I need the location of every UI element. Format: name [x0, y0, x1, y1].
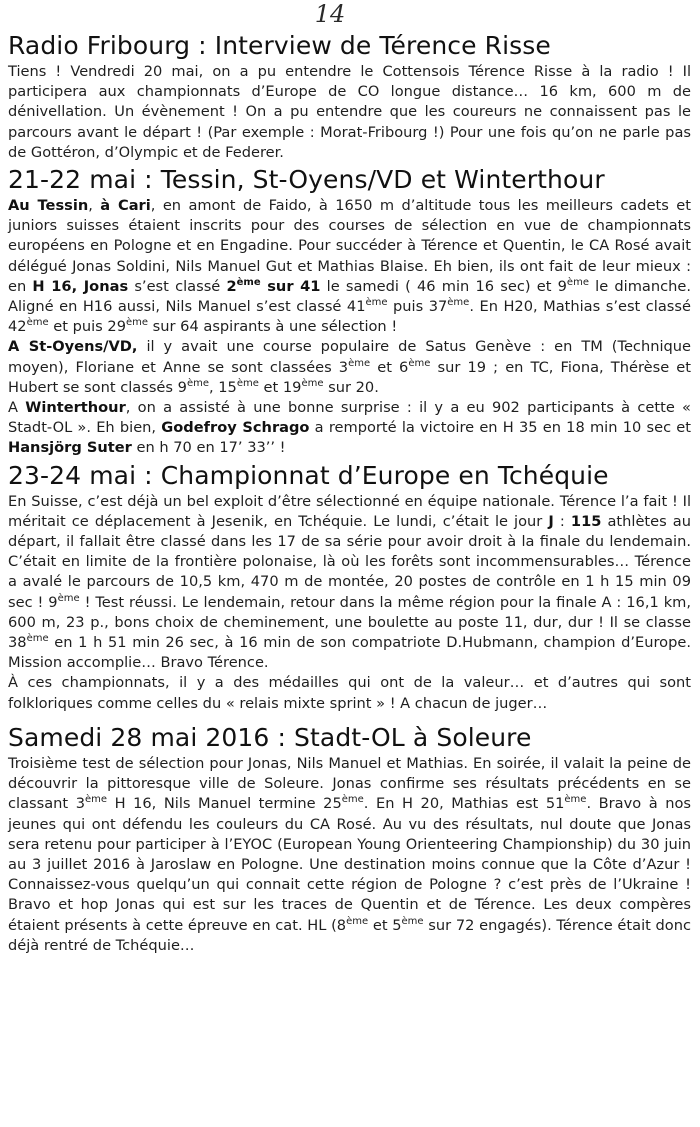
- paragraph-medailles: À ces championnats, il y a des médailles qui ont de la valeur… et d’autres qui sont folkloriques comme celles du « relais mixte sprint » ! A chacun de juger…: [8, 674, 691, 712]
- section-title-championnat-europe: 23-24 mai : Championnat d’Europe en Tchéquie: [8, 460, 609, 490]
- newsletter-page: [8, 30, 691, 956]
- section-gap: [8, 714, 691, 722]
- paragraph-winterthour: A Winterthour, on a assisté à une bonne surprise : il y a eu 902 participants à cette « Stadt-OL ». Eh bien, Godefroy Schrago a remporté la victoire en H 35 en 18 min 10 sec et Hansjörg Suter en h 70 en 17’ 33’’ !: [8, 399, 692, 457]
- paragraph-soleure: Troisième test de sélection pour Jonas, Nils Manuel et Mathias. En soirée, il valait la peine de découvrir la pittoresque ville de Soleure. Jonas confirme ses résultats précédents en se classant 3ème H 16, Nils Manuel termine 25ème. En H 20, Mathias est 51ème. Bravo à nos jeunes qui ont défendu les couleurs du CA Rosé. Au vu des résultats, nul doute que Jonas sera retenu pour participer à l’EYOC (European Young Orienteering Championship) du 30 juin au 3 juillet 2016 à Jaroslaw en Pologne. Une destination moins connue que la Côte d’Azur ! Connaissez-vous quelqu’un qui connait cette région de Pologne ? c’est près de l’Ukraine ! Bravo et hop Jonas qui est sur les traces de Quentin et de Térence. Les deux compères étaient présents à cette épreuve en cat. HL (8ème et 5ème sur 72 engagés). Térence était donc déjà rentré de Tchéquie…: [8, 754, 692, 954]
- paragraph-st-oyens: A St-Oyens/VD, il y avait une course populaire de Satus Genève : en TM (Technique moyen), Floriane et Anne se sont classées 3ème et 6ème sur 19 ; en TC, Fiona, Thérèse et Hubert se sont classés 9ème, 15ème et 19ème sur 20.: [8, 338, 691, 396]
- section-title-soleure: Samedi 28 mai 2016 : Stadt-OL à Soleure: [8, 722, 532, 752]
- paragraph-championnat: En Suisse, c’est déjà un bel exploit d’être sélectionné en équipe nationale. Térence l’a fait ! Il méritait ce déplacement à Jesenik, en Tchéquie. Le lundi, c’était le jour J : 115 athlètes au départ, il fallait être classé dans les 17 de sa série pour avoir droit à la finale du lendemain. C’était en limite de la frontière polonaise, là où les forêts sont incommensurables… Térence a avalé le parcours de 10,5 km, 470 m de montée, 20 postes de contrôle en 1 h 15 min 09 sec ! 9ème ! Test réussi. Le lendemain, retour dans la même région pour la finale A : 16,1 km, 600 m, 23 p., bons choix de cheminement, une boulette au poste 11, dur, dur ! Il se classe 38ème en 1 h 51 min 26 sec, à 16 min de son compatriote D.Hubmann, champion d’Europe. Mission accomplie… Bravo Térence.: [8, 492, 692, 672]
- section-body-radio-fribourg: Tiens ! Vendredi 20 mai, on a pu entendre le Cottensois Térence Risse à la radio ! Il participera aux championnats d’Europe de CO longue distance… 16 km, 600 m de dénivellation. Un évènement ! On a pu entendre que les coureurs ne connaissent pas le parcours avant le départ ! (Par exemple : Morat-Fribourg !) Pour une fois qu’on ne parle pas de Gottéron, d’Olympic et de Federer.: [8, 63, 691, 161]
- paragraph-tessin: Au Tessin, à Cari, en amont de Faido, à 1650 m d’altitude tous les meilleurs cadets et juniors suisses étaient inscrits pour des courses de sélection en vue de championnats européens en Pologne et en Engadine. Pour succéder à Térence et Quentin, le CA Rosé avait délégué Jonas Soldini, Nils Manuel Gut et Mathias Blaise. Eh bien, ils ont fait de leur mieux : en H 16, Jonas s’est classé 2ème sur 41 le samedi ( 46 min 16 sec) et 9ème le dimanche. Aligné en H16 aussi, Nils Manuel s’est classé 41ème puis 37ème. En H20, Mathias s’est classé 42ème et puis 29ème sur 64 aspirants à une sélection !: [8, 197, 692, 336]
- page-number: 14: [314, 0, 346, 28]
- section-title-radio-fribourg: Radio Fribourg : Interview de Térence Risse: [8, 31, 551, 60]
- section-title-tessin: 21-22 mai : Tessin, St-Oyens/VD et Winterthour: [8, 165, 605, 195]
